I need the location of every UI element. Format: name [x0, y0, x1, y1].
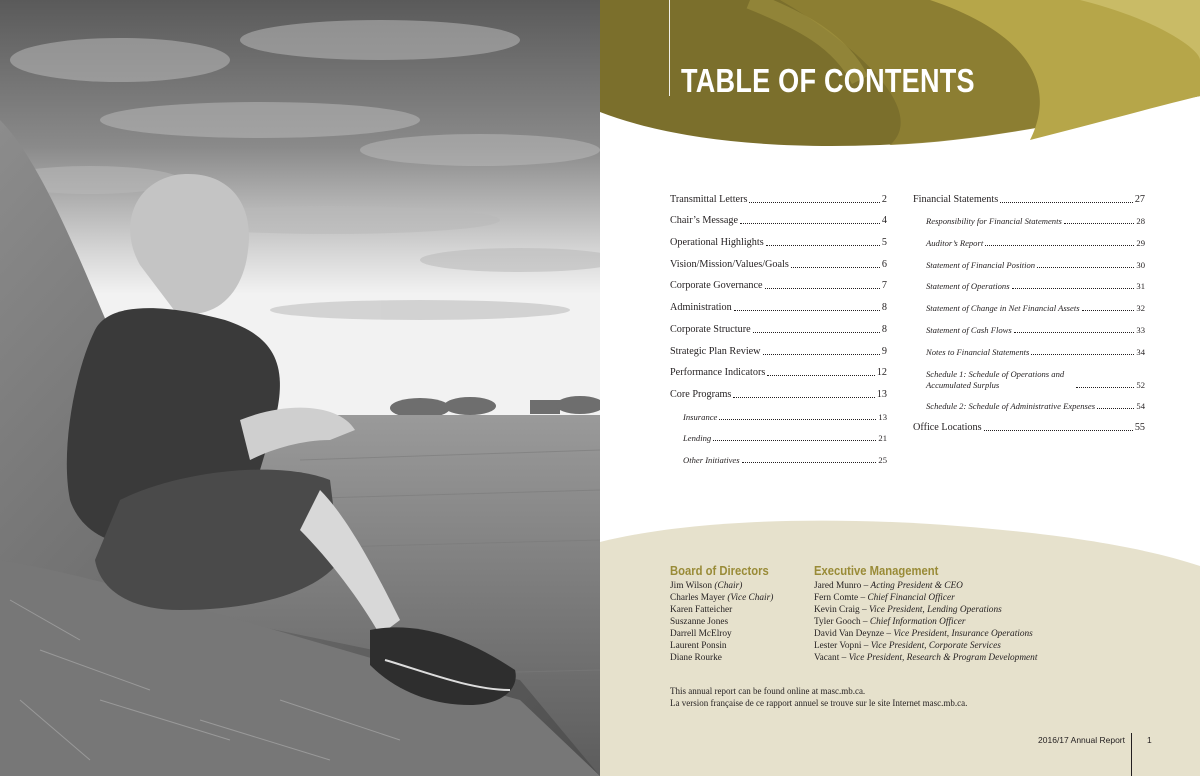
toc-entry-page: 31 — [1136, 281, 1145, 292]
toc-entry-title: Office Locations — [913, 421, 982, 433]
person-name: Karen Fatteicher — [670, 605, 733, 615]
toc-entry-title: Schedule 2: Schedule of Administrative Expenses — [926, 401, 1096, 412]
toc-entry[interactable] — [670, 444, 887, 466]
toc-entry-page: 55 — [1134, 421, 1145, 433]
toc-entry-page: 28 — [1136, 216, 1145, 227]
toc-entry-page: 5 — [881, 237, 887, 249]
person-entry — [814, 604, 1037, 616]
toc-entry[interactable] — [670, 358, 887, 380]
note-french: La version française de ce rapport annuel se trouve sur le site Internet masc.mb.ca. — [670, 697, 968, 708]
dot-leader — [1012, 288, 1135, 289]
toc-entry[interactable] — [913, 412, 1145, 434]
person-role: Acting President & CEO — [870, 581, 963, 591]
toc-entry-title: Corporate Governance — [670, 280, 763, 292]
toc-entry[interactable] — [670, 314, 887, 336]
person-entry — [814, 592, 1037, 604]
board-member-list — [670, 580, 780, 664]
toc-entry-title: Other Initiatives — [683, 454, 740, 465]
online-note — [670, 686, 967, 709]
toc-entry-title: Chair’s Message — [670, 215, 738, 227]
dot-leader — [733, 397, 874, 398]
toc-entry[interactable] — [670, 249, 887, 271]
dot-leader — [1064, 223, 1135, 224]
person-name: Vacant – — [814, 653, 849, 663]
person-name: Charles Mayer — [670, 593, 728, 603]
dot-leader — [719, 419, 876, 420]
toc-entry-page: 13 — [878, 411, 887, 422]
dot-leader — [1014, 332, 1135, 333]
toc-entry[interactable] — [670, 184, 887, 206]
dot-leader — [766, 245, 880, 246]
person-name: Tyler Gooch – — [814, 617, 870, 627]
toc-entry-title: Vision/Mission/Values/Goals — [670, 258, 789, 270]
board-of-directors — [670, 564, 780, 664]
executive-member-list — [814, 580, 1037, 664]
toc-entry[interactable] — [913, 271, 1145, 293]
title-rule — [669, 0, 670, 96]
toc-entry-page: 2 — [881, 193, 887, 205]
toc-entry-page: 25 — [878, 454, 887, 465]
person-name: Kevin Craig – — [814, 605, 869, 615]
dot-leader — [713, 440, 876, 441]
toc-entry-title: Administration — [670, 302, 732, 314]
toc-entry-page: 33 — [1136, 324, 1145, 335]
person-entry — [814, 616, 1037, 628]
dot-leader — [1097, 408, 1134, 409]
toc-left-column — [670, 184, 887, 466]
executive-heading: Executive Management — [814, 564, 939, 578]
dot-leader — [1000, 202, 1133, 203]
toc-entry[interactable] — [670, 227, 887, 249]
person-name: Darrell McElroy — [670, 629, 732, 639]
page-number: 1 — [1147, 735, 1152, 745]
person-role: Vice President, Corporate Services — [870, 641, 1001, 651]
board-heading: Board of Directors — [670, 564, 769, 578]
dot-leader — [1037, 267, 1134, 268]
person-name: Fern Comte – — [814, 593, 868, 603]
toc-entry-page: 34 — [1136, 346, 1145, 357]
note-english: This annual report can be found online at masc.mb.ca. — [670, 686, 866, 696]
toc-entry-title: Statement of Operations — [926, 281, 1010, 292]
page-title: TABLE OF CONTENTS — [681, 62, 975, 99]
person-entry — [670, 652, 780, 664]
person-entry — [670, 592, 780, 604]
person-role: Vice President, Insurance Operations — [893, 629, 1033, 639]
person-role: Chief Financial Officer — [867, 593, 955, 603]
dot-leader — [1076, 387, 1134, 388]
toc-entry-title: Schedule 1: Schedule of Operations and Accumulated Surplus — [926, 368, 1065, 390]
toc-page — [600, 0, 1200, 776]
toc-entry-title: Strategic Plan Review — [670, 345, 761, 357]
dot-leader — [753, 332, 880, 333]
toc-entry[interactable] — [670, 401, 887, 423]
toc-entry-title: Operational Highlights — [670, 237, 764, 249]
toc-entry[interactable] — [670, 292, 887, 314]
person-entry — [814, 628, 1037, 640]
person-role: (Chair) — [714, 581, 743, 591]
toc-entry-page: 4 — [881, 215, 887, 227]
dot-leader — [984, 430, 1133, 431]
person-name: David Van Deynze – — [814, 629, 894, 639]
toc-entry[interactable] — [913, 206, 1145, 228]
toc-entry-page: 32 — [1136, 303, 1145, 314]
toc-entry-title: Notes to Financial Statements — [926, 346, 1030, 357]
toc-entry[interactable] — [913, 358, 1145, 391]
folio-divider — [1131, 733, 1132, 776]
toc-entry[interactable] — [913, 391, 1145, 413]
toc-entry-title: Auditor’s Report — [926, 238, 984, 249]
toc-entry-title: Insurance — [683, 411, 718, 422]
person-name: Suszanne Jones — [670, 617, 729, 627]
person-entry — [814, 640, 1037, 652]
toc-entry-title: Financial Statements — [913, 193, 999, 205]
toc-entry-title: Performance Indicators — [670, 367, 766, 379]
person-entry — [670, 616, 780, 628]
person-name: Laurent Ponsin — [670, 641, 727, 651]
person-role: Vice President, Research & Program Development — [848, 653, 1038, 663]
toc-entry-page: 52 — [1136, 379, 1145, 390]
toc-entry[interactable] — [670, 379, 887, 401]
toc-entry[interactable] — [913, 184, 1145, 206]
person-name: Diane Rourke — [670, 653, 722, 663]
toc-entry-page: 6 — [881, 258, 887, 270]
toc-entry-page: 12 — [876, 367, 887, 379]
executive-management — [814, 564, 1037, 664]
dot-leader — [1082, 310, 1135, 311]
toc-entry[interactable] — [670, 336, 887, 358]
toc-entry-title: Statement of Cash Flows — [926, 324, 1012, 335]
dot-leader — [763, 354, 880, 355]
toc-entry-title: Core Programs — [670, 388, 732, 400]
toc-entry[interactable] — [913, 292, 1145, 314]
report-label: 2016/17 Annual Report — [1038, 735, 1125, 745]
dot-leader — [765, 288, 880, 289]
person-entry — [814, 652, 1037, 664]
toc-entry-page: 54 — [1136, 401, 1145, 412]
toc-entry-title: Lending — [683, 433, 712, 444]
person-name: Jared Munro – — [814, 581, 871, 591]
person-name: Jim Wilson — [670, 581, 715, 591]
toc-entry[interactable] — [913, 227, 1145, 249]
toc-entry-page: 13 — [876, 388, 887, 400]
person-entry — [670, 628, 780, 640]
dot-leader — [749, 202, 879, 203]
toc-entry[interactable] — [913, 249, 1145, 271]
dot-leader — [767, 375, 874, 376]
toc-entry-page: 8 — [881, 302, 887, 314]
toc-entry-title: Responsibility for Financial Statements — [926, 216, 1062, 227]
toc-entry[interactable] — [670, 271, 887, 293]
toc-entry[interactable] — [913, 314, 1145, 336]
dot-leader — [734, 310, 880, 311]
dot-leader — [740, 223, 880, 224]
person-entry — [814, 580, 1037, 592]
person-role: (Vice Chair) — [727, 593, 774, 603]
toc-entry-page: 21 — [878, 433, 887, 444]
toc-entry[interactable] — [670, 206, 887, 228]
person-entry — [670, 580, 780, 592]
toc-entry-page: 29 — [1136, 238, 1145, 249]
dot-leader — [985, 245, 1134, 246]
dot-leader — [1031, 354, 1134, 355]
toc-entry[interactable] — [913, 336, 1145, 358]
person-role: Vice President, Lending Operations — [869, 605, 1002, 615]
person-entry — [670, 604, 780, 616]
person-name: Lester Vopni – — [814, 641, 871, 651]
toc-entry-page: 8 — [881, 323, 887, 335]
toc-right-column — [913, 184, 1145, 434]
toc-entry-page: 7 — [881, 280, 887, 292]
toc-entry-title: Transmittal Letters — [670, 193, 748, 205]
toc-entry-title: Corporate Structure — [670, 323, 751, 335]
person-entry — [670, 640, 780, 652]
toc-entry-page: 9 — [881, 345, 887, 357]
toc-entry-page: 27 — [1134, 193, 1145, 205]
toc-entry-title: Statement of Change in Net Financial Assets — [926, 303, 1080, 314]
dot-leader — [742, 462, 877, 463]
toc-entry[interactable] — [670, 423, 887, 445]
person-role: Chief Information Officer — [869, 617, 966, 627]
toc-entry-page: 30 — [1136, 259, 1145, 270]
dot-leader — [791, 267, 880, 268]
toc-entry-title: Statement of Financial Position — [926, 259, 1036, 270]
